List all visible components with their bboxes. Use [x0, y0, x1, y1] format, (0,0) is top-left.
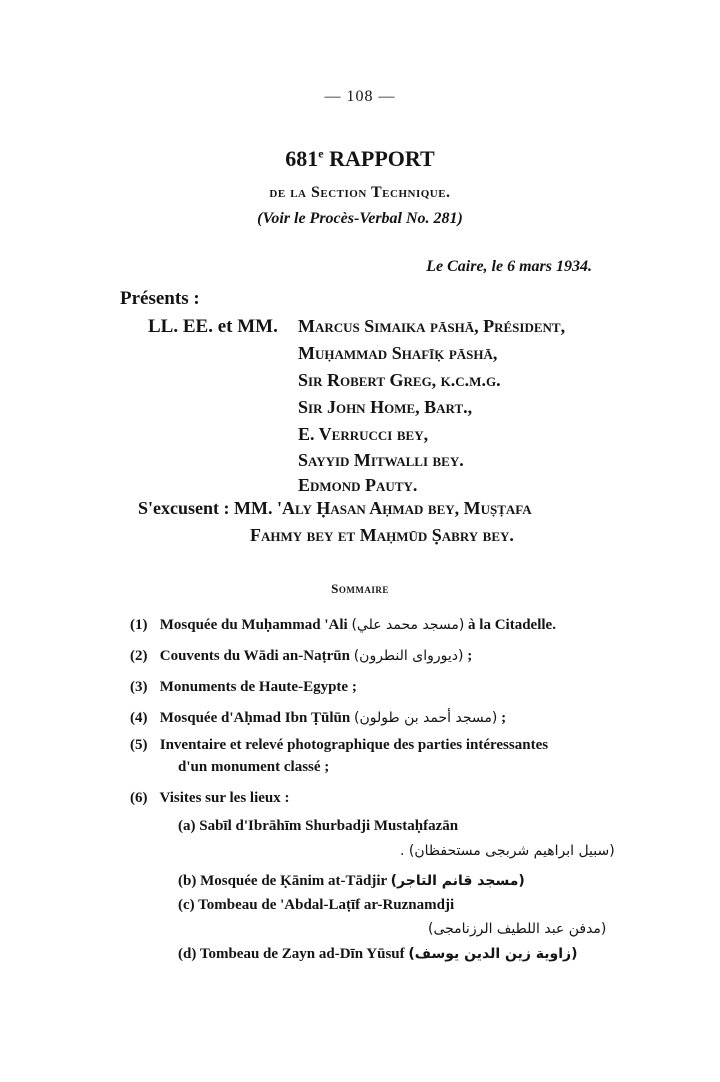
sommaire-subitem: (b) Mosquée de Ḳānim at-Tādjir (مسجد قانم التاجر) — [178, 873, 525, 889]
sommaire-subitem: (c) Tombeau de 'Abdal-Laṭīf ar-Ruznamdji — [178, 897, 455, 913]
member-line: E. Verrucci bey, — [298, 424, 429, 444]
member-line: Sayyid Mitwalli bey. — [298, 450, 464, 470]
sommaire-item: (1) Mosquée du Muḥammad 'Ali (مسجد محمد علي) à la Citadelle. — [130, 617, 556, 633]
arabic-name: (مسجد أحمد بن طولون) — [354, 710, 498, 726]
arabic-name: (زاوية زين الدين يوسف) — [408, 946, 578, 962]
sommaire-item-continuation: d'un monument classé ; — [178, 759, 330, 775]
dateline: Le Caire, le 6 mars 1934. — [426, 258, 592, 275]
sommaire-item: (5) Inventaire et relevé photographique des parties intéressantes — [130, 737, 549, 753]
report-number: 681 — [285, 146, 319, 171]
sommaire-subitem: (d) Tombeau de Zayn ad-Dīn Yūsuf (زاوية زين الدين يوسف) — [178, 946, 578, 962]
arabic-name: (ديورواى النطرون) — [353, 648, 464, 664]
member-line: Muḥammad Shafīḳ pāshā, — [298, 343, 498, 363]
sommaire-item: (2) Couvents du Wādi an-Naṭrūn (ديورواى النطرون) ; — [130, 648, 473, 664]
excused-names: 'Aly Ḥasan Aḥmad bey, Muṣṭafa — [276, 498, 532, 518]
sommaire-item: (4) Mosquée d'Aḥmad Ibn Ṭūlūn (مسجد أحمد بن طولون) ; — [130, 710, 507, 726]
member-line: Sir Robert Greg, k.c.m.g. — [298, 370, 501, 390]
page-number: — 108 — — [324, 88, 396, 105]
arabic-name: (مدفن عبد اللطيف الرزنامجى) — [428, 921, 607, 937]
present-label: Présents : — [120, 288, 200, 309]
excused-label: S'excusent : MM. — [138, 498, 273, 518]
honorifics: LL. EE. et MM. — [148, 316, 278, 337]
report-subtitle: de la Section Technique. — [269, 184, 451, 201]
sommaire-item: (3) Monuments de Haute-Egypte ; — [130, 679, 357, 695]
sommaire-heading: Sommaire — [331, 581, 389, 596]
sommaire-item: (6) Visites sur les lieux : — [130, 790, 290, 806]
report-reference: (Voir le Procès-Verbal No. 281) — [257, 210, 463, 227]
sommaire-subitem: (a) Sabīl d'Ibrāhīm Shurbadji Mustaḥfazān — [178, 818, 459, 834]
arabic-name: (مسجد قانم التاجر) — [390, 873, 525, 889]
excused-line — [138, 498, 532, 519]
report-ordinal: e — [318, 146, 324, 161]
excused-names-continued: Fahmy bey et Maḥmūd Ṣabry bey. — [250, 525, 514, 545]
arabic-name: (سبيل ابراهيم شربجى مستحفظان) . — [400, 843, 615, 859]
report-title — [0, 146, 720, 172]
member-line: Edmond Pauty. — [298, 475, 418, 495]
member-line: Marcus Simaika pāshā, Président, — [298, 316, 566, 336]
member-line: Sir John Home, Bart., — [298, 397, 473, 417]
arabic-name: (مسجد محمد علي) — [351, 617, 465, 633]
report-title-text: RAPPORT — [329, 146, 435, 171]
